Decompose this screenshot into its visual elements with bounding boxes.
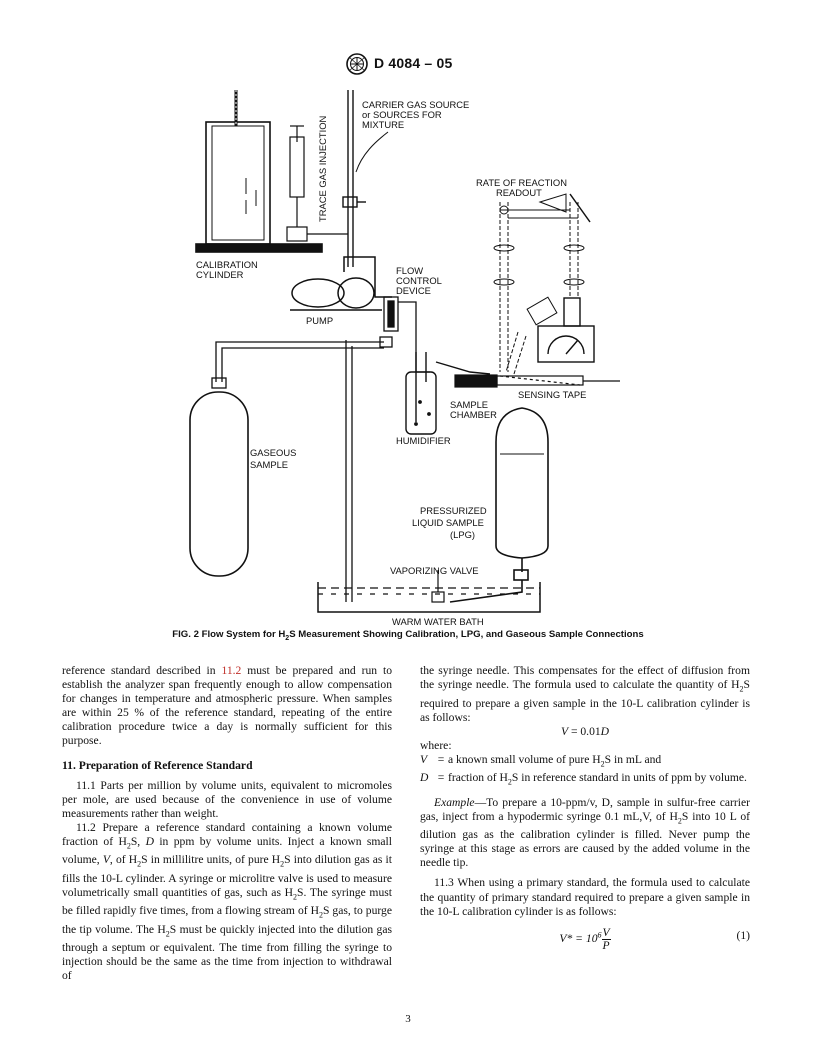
label-gaseous-2: SAMPLE xyxy=(250,459,289,470)
pump xyxy=(290,257,392,310)
humidifier xyxy=(406,352,490,434)
label-trace-gas: TRACE GAS INJECTION xyxy=(317,115,328,222)
left-column xyxy=(62,664,392,983)
optics xyxy=(494,194,590,374)
equation-number: (1) xyxy=(736,928,750,942)
label-flow-1: FLOW xyxy=(396,265,424,276)
formula-vstar: $V* = 10^6$ $\frac{V}{P}$ (1) xyxy=(559,925,750,952)
label-pump: PUMP xyxy=(306,315,334,326)
paragraph-continued: the syringe needle. This compensates for the effect of diffusion from the syringe needle. The formula used to calculate the quantity of $H_2S$ required to prepare a given sample in the 10-L calibration cylinder is as follows: xyxy=(420,664,750,724)
label-bath: WARM WATER BATH xyxy=(392,616,484,627)
sensing-tape xyxy=(455,375,620,387)
example-paragraph: Example—To prepare a 10-ppm/v, D, sample in sulfur-free carrier gas, inject from a hypodermic syringe 0.1 mL,V, of $H_2S$ into 10 L of dilution gas as the calibration cylinder is filled. Never pump the syringe at this stage as errors are caused by the added volume in the needle tip. xyxy=(420,795,750,870)
label-pressurized-2: LIQUID SAMPLE xyxy=(412,517,484,528)
page-header xyxy=(0,53,816,75)
readout-meter xyxy=(538,298,594,362)
label-vaporizing: VAPORIZING VALVE xyxy=(390,565,479,576)
label-carrier-3: MIXTURE xyxy=(362,119,405,130)
label-rate-1: RATE OF REACTION xyxy=(476,177,567,188)
label-pressurized-3: (LPG) xyxy=(450,529,476,540)
paragraph-11-2: 11.2 Prepare a reference standard containing a known volume fraction of $H_2S$, D in ppm by volume units. Inject a known small volume, V, of $H_2S$ in millilitre units, of pure $H_2S$ into dilution gas as it fills the 10-L cylinder. A syringe or microlitre valve is used to measure volumetrically small quantities of gas, such as $H_2S$. The syringe must be filled rapidly five times, from a flowing stream of $H_2S$ gas, to purge the tip volume. The $H_2S$ must be quickly injected into the dilution gas through a septum or equivalent. The time from filling the syringe to injection should be the same as the time from injection to withdrawal of xyxy=(62,820,393,983)
label-carrier-2: or SOURCES FOR xyxy=(362,109,442,120)
astm-logo-icon xyxy=(344,53,370,75)
formula-v: V = 0.01D xyxy=(560,724,610,738)
where-label: where: xyxy=(420,738,452,752)
right-column xyxy=(420,664,750,952)
label-carrier-1: CARRIER GAS SOURCE xyxy=(362,99,470,110)
label-flow-3: DEVICE xyxy=(396,285,431,296)
label-humidifier: HUMIDIFIER xyxy=(396,435,451,446)
label-rate-2: READOUT xyxy=(496,187,542,198)
section-link-11-2[interactable]: 11.2 xyxy=(221,664,242,677)
label-calib-1: CALIBRATION xyxy=(196,259,258,270)
gaseous-cylinder xyxy=(190,392,248,576)
gaseous-line xyxy=(212,342,384,388)
flow-system-figure xyxy=(150,82,670,627)
label-calib-2: CYLINDER xyxy=(196,269,244,280)
paragraph-11-1: 11.1 Parts per million by volume units, equivalent to micromoles per mole, are used because of the convenience in use of volume measurements rather than weight. xyxy=(62,778,392,820)
water-bath xyxy=(318,570,540,612)
flow-control xyxy=(380,297,430,372)
label-sample-2: CHAMBER xyxy=(450,409,497,420)
label-gaseous-1: GASEOUS xyxy=(250,447,297,458)
section-heading: 11. Preparation of Reference Standard xyxy=(62,758,253,772)
document-id: D 4084 – 05 xyxy=(374,55,453,71)
paragraph-11-3: 11.3 When using a primary standard, the formula used to calculate the quantity of primary standard required to prepare a given sample in the 10-L calibration cylinder is as follows: xyxy=(420,876,750,918)
calibration-cylinder xyxy=(196,90,322,252)
label-sensing-tape: SENSING TAPE xyxy=(518,389,587,400)
paragraph-reference: reference standard described in 11.2 must be prepared and run to establish the analyzer span frequently enough to allow compensation for changes in temperature and atmospheric pressure. When samples are within 25 % of the reference standard, repeating of the entire calibration procedure twice a day is normally sufficient for this purpose. xyxy=(62,664,392,748)
where-v: V = a known small volume of pure $H_2S$ in mL and xyxy=(420,752,662,769)
where-d: D = fraction of $H_2S$ in reference standard in units of ppm by volume. xyxy=(420,771,747,787)
label-sample-1: SAMPLE xyxy=(450,399,489,410)
label-flow-2: CONTROL xyxy=(396,275,442,286)
page-number: 3 xyxy=(405,1013,411,1025)
label-pressurized-1: PRESSURIZED xyxy=(420,505,487,516)
figure-caption: FIG. 2 Flow System for $H_2S$ Measurement Showing Calibration, LPG, and Gaseous Sample Connections xyxy=(172,629,644,642)
